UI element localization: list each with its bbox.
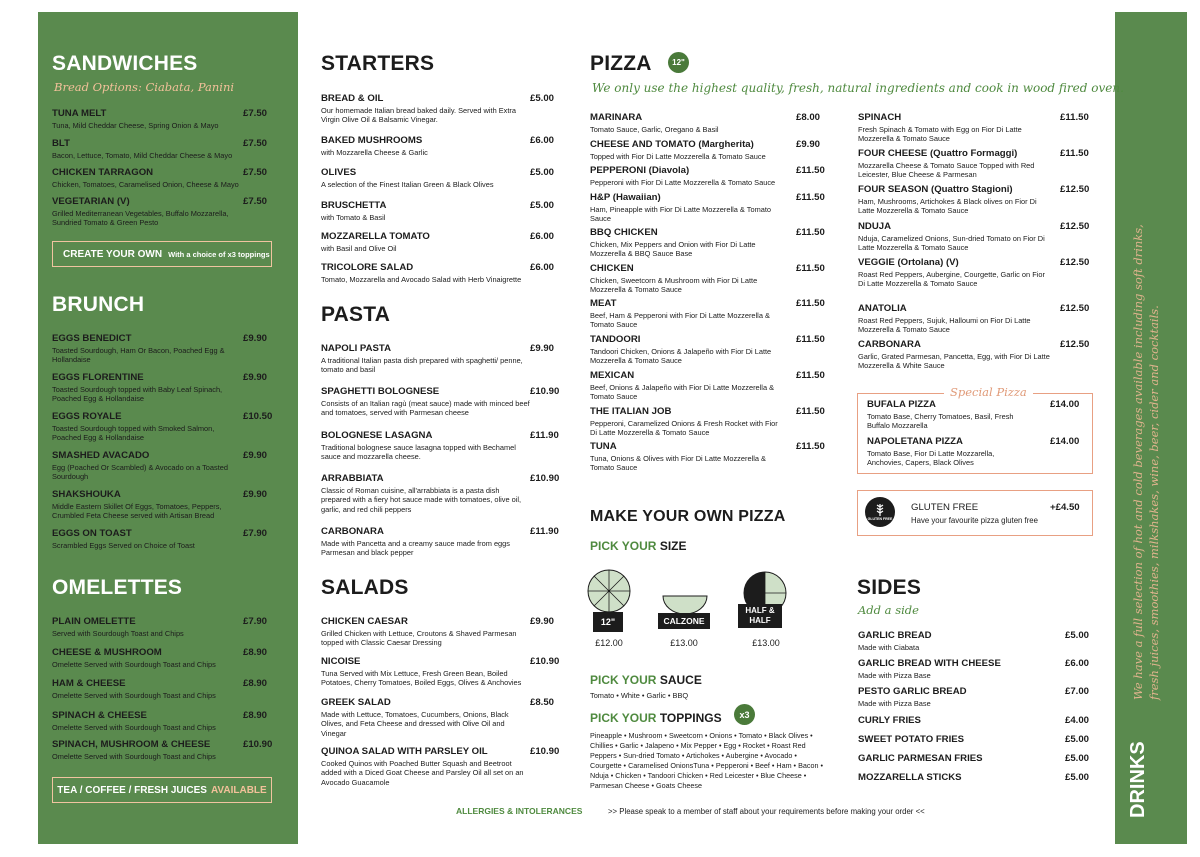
menu-item [52, 528, 274, 550]
item-name: MEXICAN [590, 370, 635, 381]
item-price: £11.50 [796, 165, 825, 176]
calzone-price: £13.00 [670, 638, 698, 648]
item-price: £11.50 [796, 441, 825, 452]
item-name: GARLIC BREAD [858, 630, 932, 641]
item-name: TANDOORI [590, 334, 641, 345]
item-name: GREEK SALAD [321, 697, 391, 708]
menu-item [321, 231, 557, 253]
item-price: £10.90 [530, 746, 560, 757]
item-desc: Consists of an Italian ragù (meat sauce) made with minced beef and tomatoes, served with Parmesan cheese [321, 399, 530, 418]
item-name: VEGGIE (Ortolana) (V) [858, 257, 959, 268]
item-name: THE ITALIAN JOB [590, 406, 672, 417]
item-price: £9.90 [243, 450, 268, 461]
item-price: £8.50 [530, 697, 555, 708]
create-your-own-label: CREATE YOUR OWN [63, 248, 163, 260]
item-desc: Toasted Sourdough topped with Baby Leaf Spinach, Poached Egg & Hollandaise [52, 385, 223, 404]
item-desc: Pepperoni, Caramelized Onions & Fresh Rocket with Fior Di Latte Mozzerella & Tomato Sauce [590, 419, 778, 438]
menu-item [590, 298, 824, 330]
menu-item [590, 370, 824, 402]
item-name: MARINARA [590, 112, 643, 123]
menu-item [858, 221, 1092, 253]
menu-item [52, 138, 272, 160]
item-price: £5.00 [1065, 772, 1090, 783]
item-desc: Bacon, Lettuce, Tomato, Mild Cheddar Cheese & Mayo [52, 151, 233, 160]
toppings-list: Pineapple • Mushroom • Sweetcorn • Onions • Tomato • Black Olives • Chillies • Garlic • Jalapeno • Mix Pepper • Egg • Rocket • Roast Red Peppers • Sun-dried Tomato • Artichokes • Aubergine • Avocado • Courgette • Caramelised OnionsTuna • Pepperoni • Beef • Ham • Bacon • Nduja • Chicken • Tandoori Chicken • Red Leicester • Blue Cheese • Parmesan Cheese • Goats Cheese [590, 731, 823, 790]
menu-item [858, 148, 1092, 180]
item-desc: Grilled Chicken with Lettuce, Croutons & Shaved Parmesan topped with Classic Caesar Dressing [321, 629, 517, 648]
item-name: PESTO GARLIC BREAD [858, 686, 967, 697]
sides-title: SIDES [857, 576, 922, 599]
half-half-price: £13.00 [752, 638, 780, 648]
pick-size-heading [590, 539, 686, 553]
item-price: £9.90 [796, 139, 821, 150]
item-name: MEAT [590, 298, 617, 309]
item-name: SHAKSHOUKA [52, 489, 121, 500]
item-name: BLT [52, 138, 70, 149]
menu-item [52, 167, 272, 189]
menu-item [321, 135, 557, 157]
item-name: SPINACH & CHEESE [52, 710, 147, 721]
create-your-own-box [52, 241, 272, 267]
menu-item [52, 333, 274, 365]
item-price: £7.50 [243, 138, 268, 149]
item-name: BRUSCHETTA [321, 200, 387, 211]
gluten-free-icon [865, 497, 895, 527]
item-desc: Middle Eastern Skillet Of Eggs, Tomatoes, Peppers, Crumbled Feta Cheese served with Artisan Bread [52, 502, 222, 521]
item-name: SPINACH [858, 112, 902, 123]
item-desc: Tuna, Mild Cheddar Cheese, Spring Onion & Mayo [52, 121, 219, 130]
item-desc: Tuna, Onions & Olives with Fior Di Latte Mozzerella & Tomato Sauce [590, 454, 766, 473]
item-price: £5.00 [1065, 734, 1090, 745]
menu-item [321, 262, 557, 284]
item-desc: Roast Red Peppers, Sujuk, Halloumi on Fior Di Latte Mozzerella & Tomato Sauce [858, 316, 1031, 335]
item-desc: Omelette Served with Sourdough Toast and Chips [52, 723, 216, 732]
item-name: EGGS ON TOAST [52, 528, 132, 539]
item-price: £9.90 [530, 343, 555, 354]
item-price: £10.90 [530, 473, 560, 484]
menu-item [858, 112, 1092, 144]
menu-item [52, 678, 274, 700]
menu-item [858, 734, 1090, 746]
item-desc: with Tomato & Basil [321, 213, 386, 222]
item-price: £5.00 [530, 200, 555, 211]
item-name: EGGS FLORENTINE [52, 372, 144, 383]
item-name: SMASHED AVACADO [52, 450, 150, 461]
item-price: £10.90 [530, 386, 560, 397]
item-name: CHICKEN [590, 263, 634, 274]
pick-toppings-b: TOPPINGS [659, 711, 722, 725]
special-pizza-title: Special Pizza [944, 385, 1033, 399]
item-price: £8.90 [243, 647, 268, 658]
menu-item [321, 200, 557, 222]
item-desc: Our homemade Italian bread baked daily. Served with Extra Virgin Olive Oil & Balsamic Vinegar. [321, 106, 516, 125]
create-your-own-note: With a choice of x3 toppings [168, 249, 270, 259]
item-name: NAPOLI PASTA [321, 343, 391, 354]
item-name: CARBONARA [321, 526, 384, 537]
item-desc: Omelette Served with Sourdough Toast and Chips [52, 691, 216, 700]
sauce-list: Tomato • White • Garlic • BBQ [590, 691, 689, 700]
item-price: £5.00 [1065, 753, 1090, 764]
item-desc: Made with Pizza Base [858, 671, 931, 680]
menu-item [321, 386, 560, 418]
brunch-title: BRUNCH [52, 293, 145, 316]
item-desc: Fresh Spinach & Tomato with Egg on Fior Di Latte Mozzerella & Tomato Sauce [858, 125, 1022, 144]
item-desc: A selection of the Finest Italian Green & Black Olives [321, 180, 494, 189]
item-name: OLIVES [321, 167, 357, 178]
menu-item [52, 372, 274, 404]
item-desc: Tandoori Chicken, Onions & Jalapeño with Fior Di Latte Mozzerella & Tomato Sauce [590, 347, 772, 366]
pick-sauce-b: SAUCE [659, 673, 702, 687]
gluten-free-icon-text: GLUTEN FREE [867, 517, 893, 521]
item-price: £14.00 [1050, 436, 1080, 447]
x3-badge: x3 [734, 704, 755, 725]
item-name: TRICOLORE SALAD [321, 262, 414, 273]
sides-subtitle: Add a side [858, 603, 919, 617]
drinks-title: DRINKS [1127, 741, 1149, 818]
item-price: £7.00 [1065, 686, 1090, 697]
half-half-label: HALF & HALF [738, 604, 782, 628]
item-price: £11.50 [796, 298, 825, 309]
item-name: QUINOA SALAD WITH PARSLEY OIL [321, 746, 488, 757]
item-name: NICOISE [321, 656, 361, 667]
menu-item [858, 772, 1090, 784]
sandwiches-title: SANDWICHES [52, 52, 198, 75]
size-12-label: 12" [593, 612, 623, 632]
item-name: GARLIC BREAD WITH CHEESE [858, 658, 1001, 669]
pick-toppings-heading [590, 711, 722, 725]
item-desc: Served with Sourdough Toast and Chips [52, 629, 184, 638]
gluten-free-name: GLUTEN FREE [911, 502, 979, 513]
item-desc: Omelette Served with Sourdough Toast and Chips [52, 660, 216, 669]
menu-item [858, 184, 1092, 216]
item-desc: with Mozzarella Cheese & Garlic [321, 148, 428, 157]
item-desc: Toasted Sourdough topped with Smoked Salmon, Poached Egg & Hollandaise [52, 424, 215, 443]
menu-item [590, 112, 824, 134]
gluten-free-desc: Have your favourite pizza gluten free [911, 516, 1038, 525]
menu-item [52, 450, 274, 482]
item-desc: Toasted Sourdough, Ham Or Bacon, Poached Egg & Hollandaise [52, 346, 225, 365]
item-price: £9.90 [243, 372, 268, 383]
menu-item [590, 192, 824, 224]
menu-item [321, 93, 557, 125]
menu-item [52, 710, 274, 732]
item-price: £11.90 [530, 526, 559, 537]
item-name: BREAD & OIL [321, 93, 384, 104]
item-name: ANATOLIA [858, 303, 907, 314]
item-price: £7.90 [243, 616, 268, 627]
item-desc: Scrambled Eggs Served on Choice of Toast [52, 541, 195, 550]
item-desc: Beef, Ham & Pepperoni with Fior Di Latte Mozzerella & Tomato Sauce [590, 311, 770, 330]
salads-title: SALADS [321, 576, 409, 599]
menu-item [321, 746, 561, 787]
menu-item [858, 257, 1092, 289]
item-price: £6.00 [1065, 658, 1090, 669]
menu-item [590, 406, 824, 438]
item-desc: Made with Pancetta and a creamy sauce made from eggs Parmesan and black pepper [321, 539, 510, 558]
item-name: VEGETARIAN (V) [52, 196, 130, 207]
item-price: £9.90 [243, 333, 268, 344]
item-desc: Grilled Mediterranean Vegetables, Buffalo Mozzarella, Sundried Tomato & Green Pesto [52, 209, 229, 228]
menu-item [321, 167, 557, 189]
item-name: TUNA [590, 441, 617, 452]
allergies-note: >> Please speak to a member of staff about your requirements before making your order << [608, 807, 925, 816]
item-desc: Tuna Served with Mix Lettuce, Fresh Green Bean, Boiled Potatoes, Cherry Tomatoes, Boiled Eggs, Olives & Anchovies [321, 669, 522, 688]
item-name: SWEET POTATO FRIES [858, 734, 965, 745]
item-desc: Cooked Quinos with Poached Butter Squash and Beetroot added with a Diced Goat Cheese and Parsley Oil all set on an Avocado Guacamole [321, 759, 524, 787]
item-price: £12.50 [1060, 257, 1090, 268]
pizza-size-badge: 12" [668, 52, 689, 73]
menu-item [590, 334, 824, 366]
item-name: CARBONARA [858, 339, 921, 350]
item-desc: Mozzarella Cheese & Tomato Sauce Topped with Red Leicester, Blue Cheese & Parmesan [858, 161, 1035, 180]
menu-item [321, 526, 557, 558]
item-name: EGGS ROYALE [52, 411, 122, 422]
item-name: ARRABBIATA [321, 473, 384, 484]
item-price: £10.90 [530, 656, 560, 667]
menu-item [321, 656, 561, 688]
item-price: £8.90 [243, 710, 268, 721]
item-desc: Beef, Onions & Jalapeño with Fior Di Latte Mozzerella & Tomato Sauce [590, 383, 775, 402]
item-name: SPAGHETTI BOLOGNESE [321, 386, 440, 397]
pizza-tagline: We only use the highest quality, fresh, natural ingredients and cook in wood fired oven. [592, 81, 1124, 95]
item-price: £8.00 [796, 112, 821, 123]
pick-size-b: SIZE [659, 539, 687, 553]
pick-sauce-a: PICK YOUR [590, 673, 657, 687]
omelettes-title: OMELETTES [52, 576, 183, 599]
item-desc: A traditional Italian pasta dish prepared with spaghetti/ penne, tomato and basil [321, 356, 523, 375]
item-name: SPINACH, MUSHROOM & CHEESE [52, 739, 211, 750]
item-desc: Tomato, Mozzarella and Avocado Salad with Herb Vinaigrette [321, 275, 522, 284]
item-price: £5.00 [530, 167, 555, 178]
item-desc: with Basil and Olive Oil [321, 244, 397, 253]
item-desc: Tomato Sauce, Garlic, Oregano & Basil [590, 125, 719, 134]
item-price: £7.50 [243, 196, 268, 207]
item-price: £11.50 [796, 192, 825, 203]
item-name: BOLOGNESE LASAGNA [321, 430, 433, 441]
item-price: £11.50 [796, 263, 825, 274]
item-name: BBQ CHICKEN [590, 227, 658, 238]
item-price: £11.50 [1060, 148, 1089, 159]
menu-item [858, 303, 1092, 335]
item-name: CURLY FRIES [858, 715, 921, 726]
menu-item [590, 227, 824, 259]
menu-item [321, 473, 560, 514]
item-desc: Ham, Mushrooms, Artichokes & Black olives on Fior Di Latte Mozzerella & Tomato Sauce [858, 197, 1037, 216]
item-price: £4.00 [1065, 715, 1090, 726]
item-desc: Egg (Poached Or Scambled) & Avocado on a Toasted Sourdough [52, 463, 228, 482]
item-price: £12.50 [1060, 303, 1090, 314]
item-price: £7.50 [243, 108, 268, 119]
item-price: £11.50 [796, 370, 825, 381]
item-desc: Topped with Fior Di Latte Mozzerella & Tomato Sauce [590, 152, 766, 161]
pick-toppings-a: PICK YOUR [590, 711, 657, 725]
item-price: £6.00 [530, 262, 555, 273]
item-name: FOUR SEASON (Quattro Stagioni) [858, 184, 1013, 195]
tea-coffee-label: TEA / COFFEE / FRESH JUICES [57, 784, 207, 796]
menu-item [321, 430, 557, 462]
item-desc: Made with Ciabata [858, 643, 920, 652]
menu-item [52, 616, 274, 638]
item-name: FOUR CHEESE (Quattro Formaggi) [858, 148, 1018, 159]
menu-item [858, 630, 1090, 652]
menu-item [321, 343, 557, 375]
gluten-free-price: +£4.50 [1050, 502, 1080, 513]
item-name: BUFALA PIZZA [867, 399, 936, 410]
item-price: £8.90 [243, 678, 268, 689]
item-name: CHEESE & MUSHROOM [52, 647, 162, 658]
size-12-price: £12.00 [595, 638, 623, 648]
menu-item [858, 658, 1090, 680]
menu-item [52, 647, 274, 669]
item-name: PLAIN OMELETTE [52, 616, 136, 627]
menu-item [590, 139, 824, 161]
item-price: £11.90 [530, 430, 559, 441]
item-desc: Nduja, Caramelized Onions, Sun-dried Tomato on Fior Di Latte Mozzerella & Tomato Sauce [858, 234, 1045, 253]
item-name: NAPOLETANA PIZZA [867, 436, 963, 447]
drinks-note: We have a full selection of hot and cold beverages available including soft drinks, fresh juices, smoothies, milkshakes, wine, beer, cider and cocktails. [1131, 224, 1161, 700]
item-price: £11.50 [796, 227, 825, 238]
menu-item [321, 616, 561, 648]
menu-item [321, 697, 561, 738]
item-price: £7.50 [243, 167, 268, 178]
item-price: £10.50 [243, 411, 273, 422]
drinks-vertical [1127, 721, 1150, 818]
item-price: £5.00 [530, 93, 555, 104]
menu-item [858, 753, 1090, 765]
available-label: AVAILABLE [210, 784, 267, 796]
sandwiches-subtitle: Bread Options: Ciabata, Panini [54, 80, 235, 94]
item-desc: Garlic, Grated Parmesan, Pancetta, Egg, with Fior Di Latte Mozzerella & White Sauce [858, 352, 1050, 371]
menu-item [590, 263, 824, 295]
item-price: £9.90 [530, 616, 555, 627]
menu-item [867, 436, 1085, 468]
pick-sauce-heading [590, 673, 702, 687]
item-name: EGGS BENEDICT [52, 333, 132, 344]
item-desc: Chicken, Tomatoes, Caramelised Onion, Cheese & Mayo [52, 180, 239, 189]
menu-item [858, 686, 1090, 708]
menu-item [858, 339, 1092, 371]
item-name: BAKED MUSHROOMS [321, 135, 423, 146]
item-desc: Tomato Base, Cherry Tomatoes, Basil, Fresh Buffalo Mozzarella [867, 412, 1014, 431]
item-name: MOZZARELLA TOMATO [321, 231, 430, 242]
item-name: MOZZARELLA STICKS [858, 772, 962, 783]
menu-item [867, 399, 1085, 431]
item-name: NDUJA [858, 221, 892, 232]
item-name: TUNA MELT [52, 108, 107, 119]
item-price: £7.90 [243, 528, 268, 539]
item-name: GARLIC PARMESAN FRIES [858, 753, 983, 764]
item-desc: Tomato Base, Fior Di Latte Mozzarella, Anchovies, Capers, Black Olives [867, 449, 995, 468]
item-name: CHEESE AND TOMATO (Margherita) [590, 139, 754, 150]
allergies-label: ALLERGIES & INTOLERANCES [456, 806, 583, 816]
item-desc: Pepperoni with Fior Di Latte Mozzerella & Tomato Sauce [590, 178, 776, 187]
menu-item [858, 715, 1090, 727]
item-desc: Omelette Served with Sourdough Toast and Chips [52, 752, 216, 761]
item-name: CHICKEN CAESAR [321, 616, 408, 627]
item-desc: Made with Lettuce, Tomatoes, Cucumbers, Onions, Black Olives, and Feta Cheese and dressed with Olive Oil and Vinegar [321, 710, 509, 738]
item-desc: Roast Red Peppers, Aubergine, Courgette, Garlic on Fior Di Latte Mozzerella & Tomato Sauce [858, 270, 1045, 289]
menu-item [52, 196, 272, 228]
item-desc: Classic of Roman cuisine, all'arrabbiata is a pasta dish prepared with a fiery hot sauce made with tomatoes, olive oil, garlic, and red chili peppers [321, 486, 522, 514]
make-own-title: MAKE YOUR OWN PIZZA [590, 508, 786, 525]
item-price: £11.50 [796, 334, 825, 345]
item-desc: Ham, Pineapple with Fior Di Latte Mozzerella & Tomato Sauce [590, 205, 772, 224]
starters-title: STARTERS [321, 52, 435, 75]
item-price: £6.00 [530, 231, 555, 242]
item-price: £12.50 [1060, 184, 1090, 195]
item-price: £6.00 [530, 135, 555, 146]
menu-item [52, 108, 272, 130]
item-price: £12.50 [1060, 221, 1090, 232]
item-price: £9.90 [243, 489, 268, 500]
menu-item [52, 739, 274, 761]
tea-coffee-box [52, 777, 272, 803]
item-desc: Chicken, Sweetcorn & Mushroom with Fior Di Latte Mozzerella & Tomato Sauce [590, 276, 758, 295]
menu-item [52, 411, 274, 443]
menu-item [52, 489, 274, 521]
item-name: H&P (Hawaiian) [590, 192, 661, 203]
item-name: HAM & CHEESE [52, 678, 126, 689]
item-name: CHICKEN TARRAGON [52, 167, 154, 178]
pick-size-a: PICK YOUR [590, 539, 657, 553]
pizza-title: PIZZA [590, 52, 652, 75]
gluten-free-item [911, 502, 1086, 525]
item-name: PEPPERONI (Diavola) [590, 165, 690, 176]
calzone-label: CALZONE [658, 613, 710, 629]
item-desc: Chicken, Mix Peppers and Onion with Fior Di Latte Mozzerella & BBQ Sauce Base [590, 240, 756, 259]
item-price: £5.00 [1065, 630, 1090, 641]
item-price: £11.50 [796, 406, 825, 417]
pasta-title: PASTA [321, 303, 391, 326]
item-desc: Traditional bolognese sauce lasagna topped with Bechamel sauce and mozzarella cheese. [321, 443, 516, 462]
item-price: £14.00 [1050, 399, 1080, 410]
item-price: £10.90 [243, 739, 273, 750]
menu-item [590, 441, 824, 473]
item-desc: Made with Pizza Base [858, 699, 931, 708]
menu-item [590, 165, 824, 187]
item-price: £12.50 [1060, 339, 1090, 350]
item-price: £11.50 [1060, 112, 1089, 123]
